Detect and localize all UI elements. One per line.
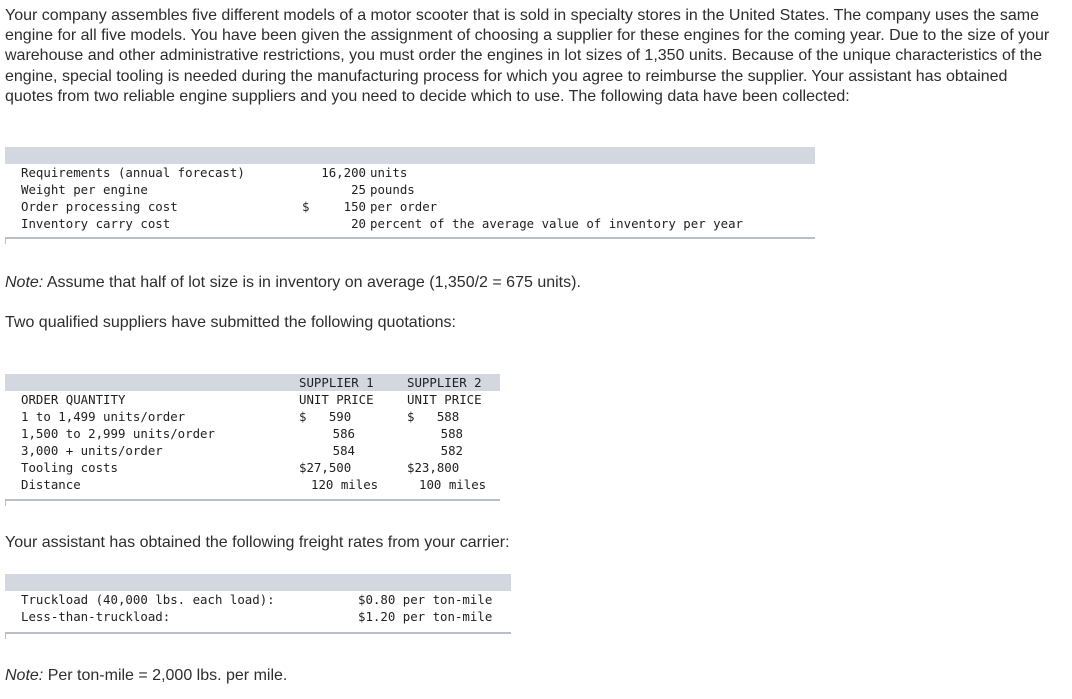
supplier-1-value: $ 590	[299, 409, 352, 424]
table-header-bar	[5, 574, 511, 591]
requirement-value: 25	[351, 182, 366, 197]
requirement-unit: percent of the average value of inventory per year	[370, 216, 743, 231]
intro-paragraph: Your company assembles five different models of a motor scooter that is sold in specialty stores in the United States. The company uses the same engine for all five models. You have been given the assignment of choosing a supplier for these engines for the coming year. Due to the size of your warehouse and other administrative restrictions, you must order the engines in lot sizes of 1,350 units. Because of the unique characteristics of the engine, special tooling is needed during the manufacturing process for which you agree to reimburse the supplier. Your assistant has obtained quotes from two reliable engine suppliers and you need to decide which to use. The following data have been collected:	[5, 7, 1050, 105]
supplier-2-header: SUPPLIER 2	[407, 375, 482, 390]
supplier-1-value: 584	[332, 443, 355, 458]
unit-price-header: UNIT PRICE	[299, 392, 374, 407]
requirement-value: 16,200	[321, 165, 366, 180]
requirement-label: Inventory carry cost	[21, 216, 171, 231]
supplier-1-value: 586	[332, 426, 355, 441]
quote-table	[5, 374, 500, 510]
unit-price-header: UNIT PRICE	[407, 392, 482, 407]
note-text: Assume that half of lot size is in inventory on average (1,350/2 = 675 units).	[43, 274, 581, 291]
note-label: Note:	[5, 667, 44, 684]
quote-row-label: 1,500 to 2,999 units/order	[21, 426, 215, 441]
supplier-2-value: $23,800	[407, 460, 460, 475]
freight-table	[5, 574, 511, 642]
supplier-1-header: SUPPLIER 1	[299, 375, 374, 390]
table-header-bar	[5, 147, 815, 164]
freight-row-label: Less-than-truckload:	[21, 609, 171, 624]
note-assumption	[5, 273, 581, 293]
supplier-1-value: $27,500	[299, 460, 352, 475]
note-ton-mile	[5, 666, 287, 686]
table-footer-bar	[5, 499, 500, 506]
quote-intro: Two qualified suppliers have submitted the following quotations:	[5, 314, 456, 331]
requirement-value: 20	[351, 216, 366, 231]
note-text: Per ton-mile = 2,000 lbs. per mile.	[43, 667, 288, 684]
quote-row-label: 1 to 1,499 units/order	[21, 409, 186, 424]
order-quantity-header: ORDER QUANTITY	[21, 392, 126, 407]
supplier-1-value: 120 miles	[311, 477, 379, 492]
quote-row-label: Distance	[21, 477, 81, 492]
freight-rate: $1.20 per ton-mile	[358, 609, 493, 624]
requirement-value: 150	[343, 199, 366, 214]
note-label: Note:	[5, 274, 44, 291]
requirement-label: Requirements (annual forecast)	[21, 165, 245, 180]
requirement-unit: units	[370, 165, 408, 180]
freight-intro: Your assistant has obtained the following freight rates from your carrier:	[5, 534, 510, 551]
requirement-unit: pounds	[370, 182, 415, 197]
supplier-2-value: 100 miles	[419, 477, 487, 492]
requirement-label: Weight per engine	[21, 182, 148, 197]
requirements-table	[5, 147, 815, 247]
table-footer-bar	[5, 237, 815, 244]
requirement-unit: per order	[370, 199, 438, 214]
freight-row-label: Truckload (40,000 lbs. each load):	[21, 592, 275, 607]
currency-symbol: $	[302, 199, 310, 214]
quote-row-label: 3,000 + units/order	[21, 443, 163, 458]
supplier-2-value: 582	[440, 443, 463, 458]
supplier-2-value: 588	[440, 426, 463, 441]
supplier-2-value: $ 588	[407, 409, 460, 424]
table-footer-bar	[5, 632, 511, 639]
requirement-label: Order processing cost	[21, 199, 178, 214]
quote-row-label: Tooling costs	[21, 460, 118, 475]
freight-rate: $0.80 per ton-mile	[358, 592, 493, 607]
